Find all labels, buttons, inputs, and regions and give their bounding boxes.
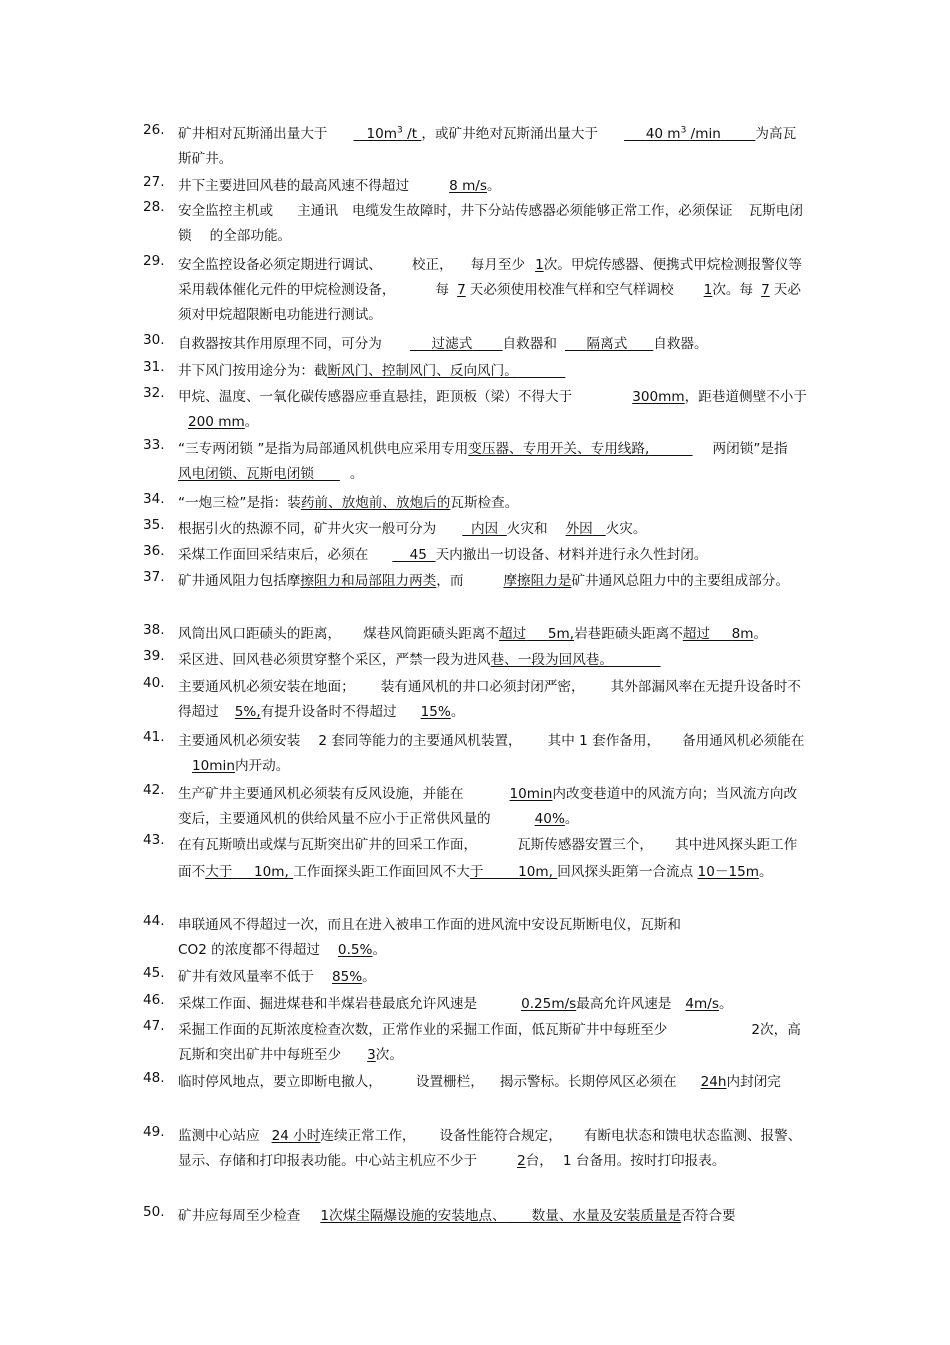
question-text: 次，高瓦斯和突出矿井中每班至少 bbox=[178, 1022, 801, 1063]
question-text: 主要通风机必须安装 bbox=[178, 733, 301, 749]
question-27 bbox=[143, 174, 808, 199]
question-text: 自救器。 bbox=[653, 336, 708, 352]
question-text: 连续正常工作， bbox=[320, 1128, 416, 1144]
question-number: 41. bbox=[143, 729, 165, 745]
answer-blank: 10－15m bbox=[697, 864, 759, 880]
question-number: 49. bbox=[143, 1124, 165, 1140]
question-text: 有断电状态和馈电状态监测、报警、显示、存储和打印报表功能。中心站主机应不少于 bbox=[178, 1128, 802, 1169]
question-38 bbox=[143, 622, 808, 647]
question-text: 次。 bbox=[375, 1047, 403, 1063]
question-text: 电缆发生故障时，井下分站传感器必须能够正常工作，必须保证 bbox=[351, 203, 733, 219]
question-number: 29. bbox=[143, 253, 165, 269]
answer-blank: $10m^3$ /t bbox=[366, 125, 418, 142]
question-text: 生产矿井主要通风机必须装有反风设施，并能在 bbox=[178, 786, 464, 802]
question-text: 。 bbox=[718, 996, 733, 1012]
answer-blank: 内因 bbox=[470, 521, 499, 537]
answer-blank: 1 bbox=[535, 257, 544, 273]
superscript: 3 bbox=[680, 125, 687, 136]
question-text: “三专两闭锁 ”是指为局部通风机供电应采用专用 bbox=[178, 441, 469, 457]
superscript: 3 bbox=[397, 125, 403, 136]
question-text: 的全部功能。 bbox=[209, 228, 292, 244]
question-number: 44. bbox=[143, 913, 165, 929]
question-text: 井下主要进回风巷的最高风速不得超过 bbox=[178, 178, 410, 194]
question-text: 台， bbox=[525, 1153, 553, 1169]
answer-blank: 10min bbox=[509, 786, 553, 802]
question-text: 风筒出风口距碛头的距离， bbox=[178, 626, 342, 642]
answer-blank: 药前、放炮前、放炮后的 bbox=[300, 495, 451, 511]
question-text: 设备性能符合规定， bbox=[439, 1128, 562, 1144]
answer-blank: 40 $m^3$ /min bbox=[645, 125, 721, 142]
question-text: 为高瓦斯矿井。 bbox=[178, 126, 797, 167]
question-text: 次。每 bbox=[712, 282, 754, 298]
question-text: 2 套同等能力的主要通风机装置， bbox=[318, 733, 522, 749]
question-text: ，距巷道侧壁不小于 bbox=[684, 389, 807, 405]
answer-blank: 40% bbox=[534, 811, 565, 827]
answer-blank: 数量、水量及安装质量是 bbox=[531, 1208, 682, 1224]
question-text: 矿井相对瓦斯涌出量大于 bbox=[178, 126, 328, 142]
question-text: 主要通风机必须安装在地面； bbox=[178, 679, 355, 695]
question-text: 安全监控设备必须定期进行调试、 bbox=[178, 257, 382, 273]
question-number: 27. bbox=[143, 174, 165, 190]
question-text: 最高允许风速是 bbox=[576, 996, 672, 1012]
question-36 bbox=[143, 543, 808, 568]
question-text: 备用通风机必须能在 bbox=[682, 733, 805, 749]
question-text: 矿井通风阻力包括摩 bbox=[178, 573, 301, 589]
question-text: 设置栅栏， bbox=[415, 1074, 484, 1090]
question-text: 矿井有效风量率不低于 bbox=[178, 969, 314, 985]
question-text: 。 bbox=[564, 811, 579, 827]
question-number: 47. bbox=[143, 1018, 165, 1034]
answer-blank: 断风门、控制风门、反向风门。 bbox=[327, 363, 518, 379]
question-text: 次。甲烷传感器、便携式甲烷检测报警仪等采用载体催化元件的甲烷检测设备， bbox=[178, 257, 802, 298]
question-number: 45. bbox=[143, 965, 165, 981]
answer-text: 瓦斯电闭锁 bbox=[178, 203, 803, 244]
question-text: ，而 bbox=[436, 573, 464, 589]
question-number: 35. bbox=[143, 517, 165, 533]
question-text: CO2 的浓度都不得超过 bbox=[178, 942, 320, 958]
question-number: 40. bbox=[143, 675, 165, 691]
question-35 bbox=[143, 517, 808, 542]
question-text: 采煤工作面、掘进煤巷和半煤岩巷最底允许风速是 bbox=[178, 996, 478, 1012]
question-number: 48. bbox=[143, 1070, 165, 1086]
question-text: 。 bbox=[486, 178, 501, 194]
question-text: 揭示警标。长期停风区必须在 bbox=[499, 1074, 677, 1090]
answer-blank: 过滤式 bbox=[431, 336, 473, 352]
question-text: 有提升设备时不得超过 bbox=[260, 704, 397, 720]
answer-blank: 10min bbox=[192, 758, 235, 774]
question-text: 岩巷距碛头距离不 bbox=[574, 626, 683, 642]
question-43 bbox=[143, 832, 808, 886]
question-number: 30. bbox=[143, 332, 165, 348]
question-text: 内改变巷道中的风流方向；当风流方向改变后，主要通风机的供给风量不应小于正常供风量的 bbox=[178, 786, 798, 827]
answer-blank: 7 bbox=[761, 282, 770, 298]
question-text: 其外部漏风率在无提升设备时不得超过 bbox=[178, 679, 801, 720]
question-48 bbox=[143, 1070, 808, 1095]
answer-blank: 3 bbox=[367, 1047, 376, 1063]
question-text: 。 bbox=[758, 864, 773, 880]
question-text: 校正， bbox=[411, 257, 453, 273]
question-text: 矿井通风总阻力中的主要组成部分。 bbox=[571, 573, 789, 589]
question-text: 1 台备用。按时打印报表。 bbox=[562, 1153, 726, 1169]
question-text: 监测中心站应 bbox=[178, 1128, 260, 1144]
question-44 bbox=[143, 913, 808, 963]
question-text: ，或矿井绝对瓦斯涌出量大于 bbox=[421, 126, 599, 142]
question-text: 天必须对甲烷超限断电功能进行测试。 bbox=[178, 282, 801, 323]
question-number: 34. bbox=[143, 491, 165, 507]
answer-blank: 大于 10m, bbox=[205, 864, 289, 880]
answer-blank: 于 10m, bbox=[469, 864, 553, 880]
question-text: 两闭锁”是指 bbox=[712, 441, 788, 457]
question-text: 临时停风地点，要立即断电撤人， bbox=[178, 1074, 382, 1090]
question-28 bbox=[143, 199, 808, 249]
question-text: 工作面探头距工作面回风不大 bbox=[293, 864, 470, 880]
question-text: 自救器按其作用原理不同，可分为 bbox=[178, 336, 382, 352]
question-number: 32. bbox=[143, 385, 165, 401]
question-text: 根据引火的热源不同，矿井火灾一般可分为 bbox=[178, 521, 437, 537]
answer-blank: 4m/s bbox=[685, 996, 719, 1012]
question-text: 采掘工作面的瓦斯浓度检查次数，正常作业的采掘工作面，低瓦斯矿井中每班至少 bbox=[178, 1022, 668, 1038]
question-40 bbox=[143, 675, 808, 725]
question-number: 33. bbox=[143, 437, 165, 453]
question-number: 50. bbox=[143, 1204, 165, 1220]
question-number: 43. bbox=[143, 832, 165, 848]
answer-blank: 外因 bbox=[565, 521, 593, 537]
question-text: 瓦斯传感器安置三个， bbox=[517, 837, 653, 853]
question-45 bbox=[143, 965, 808, 990]
question-text: 天必须使用校准气样和空气样调校 bbox=[469, 282, 674, 298]
question-text: 。 bbox=[372, 942, 387, 958]
answer-blank: 45 bbox=[409, 547, 427, 563]
question-text: 煤巷风筒距碛头距离不 bbox=[363, 626, 500, 642]
answer-blank: 24 小时 bbox=[271, 1128, 321, 1144]
question-text: 天内撤出一切设备、材料并进行永久性封闭。 bbox=[435, 547, 708, 563]
question-26 bbox=[143, 122, 808, 172]
question-text: 内封闭完 bbox=[726, 1074, 781, 1090]
question-text: 火灾和 bbox=[506, 521, 548, 537]
answer-blank: 200 mm bbox=[188, 414, 245, 430]
question-31 bbox=[143, 359, 808, 384]
question-text: 回风探头距第一合流点 bbox=[557, 864, 694, 880]
answer-blank: 次煤尘隔爆设施的安装地点、 bbox=[329, 1208, 506, 1224]
question-41 bbox=[143, 729, 808, 779]
question-text: 否符合要 bbox=[681, 1208, 736, 1224]
question-text: 安全监控主机或 bbox=[178, 203, 274, 219]
question-number: 26. bbox=[143, 122, 165, 138]
answer-blank: 超过 8m bbox=[682, 626, 754, 642]
question-text: “一炮三检”是指：装 bbox=[178, 495, 301, 511]
question-39 bbox=[143, 648, 808, 673]
question-text: 为回风巷。 bbox=[545, 652, 613, 668]
question-text: 在有瓦斯喷出或煤与瓦斯突出矿井的回采工作面， bbox=[178, 837, 478, 853]
answer-blank: 风电闭锁、瓦斯电闭锁 bbox=[178, 466, 314, 482]
answer-blank: 变压器、专用开关、专用线路, bbox=[468, 441, 650, 457]
question-37 bbox=[143, 569, 808, 594]
answer-blank: 超过 5m, bbox=[499, 626, 575, 642]
question-50 bbox=[143, 1204, 808, 1229]
question-text: 内开动。 bbox=[234, 758, 290, 774]
answer-blank: 7 bbox=[457, 282, 466, 298]
answer-blank: 擦阻力和局部阻力两类 bbox=[300, 573, 437, 589]
answer-blank: 300mm bbox=[632, 389, 685, 405]
answer-blank: 8 m/s bbox=[449, 178, 487, 194]
question-text: 。 bbox=[244, 414, 259, 430]
answer-text: 2 bbox=[751, 1022, 761, 1038]
answer-blank: 1 bbox=[320, 1208, 329, 1224]
question-text: 井下风门按用途分为：截 bbox=[178, 363, 328, 379]
question-30 bbox=[143, 332, 808, 357]
question-text: 。 bbox=[362, 969, 376, 985]
question-34 bbox=[143, 491, 808, 516]
question-text: 。 bbox=[753, 626, 768, 642]
question-text: 其中 1 套作备用， bbox=[547, 733, 661, 749]
question-text: 其中进风探头距工作面不 bbox=[178, 837, 798, 880]
question-text: 串联通风不得超过一次，而且在进入被串工作面的进风流中安设瓦斯断电仪，瓦斯和 bbox=[178, 917, 681, 933]
answer-blank: 2 bbox=[517, 1153, 526, 1169]
question-number: 46. bbox=[143, 992, 165, 1008]
question-number: 38. bbox=[143, 622, 165, 638]
question-text: 火灾。 bbox=[605, 521, 647, 537]
question-text: 装有通风机的井口必须封闭严密， bbox=[380, 679, 585, 695]
question-49 bbox=[143, 1124, 808, 1174]
question-text: 矿井应每周至少检查 bbox=[178, 1208, 301, 1224]
question-text: 。 bbox=[450, 704, 465, 720]
answer-blank: 1 bbox=[703, 282, 713, 298]
question-text: 采煤工作面回采结束后，必须在 bbox=[178, 547, 369, 563]
answer-blank: 85% bbox=[331, 969, 363, 985]
question-text: 甲烷、温度、一氧化碳传感器应垂直悬挂，距顶板（梁）不得大于 bbox=[178, 389, 573, 405]
question-text: 每月至少 bbox=[470, 257, 526, 273]
question-text: 采区进、回风巷必须贯穿整个采区，严禁一段为进风 bbox=[178, 652, 491, 668]
question-47 bbox=[143, 1018, 808, 1068]
question-29 bbox=[143, 253, 808, 328]
answer-blank: 隔离式 bbox=[586, 336, 628, 352]
question-number: 28. bbox=[143, 199, 165, 215]
question-number: 36. bbox=[143, 543, 165, 559]
question-number: 39. bbox=[143, 648, 165, 664]
question-text: 主通讯 bbox=[297, 203, 338, 219]
question-42 bbox=[143, 782, 808, 832]
question-text: 每 bbox=[435, 282, 450, 298]
answer-blank: 0.25m/s bbox=[521, 996, 577, 1012]
question-number: 42. bbox=[143, 782, 165, 798]
question-text: 。 bbox=[349, 466, 364, 482]
question-32 bbox=[143, 385, 808, 435]
answer-blank: 巷、一段 bbox=[490, 652, 546, 668]
answer-blank: 0.5% bbox=[337, 942, 373, 958]
question-46 bbox=[143, 992, 808, 1017]
question-33 bbox=[143, 437, 808, 487]
answer-blank: 5%, bbox=[234, 704, 261, 720]
answer-blank: 24h bbox=[700, 1074, 727, 1090]
answer-blank: 摩擦阻力是 bbox=[503, 573, 572, 589]
question-number: 31. bbox=[143, 359, 165, 375]
question-number: 37. bbox=[143, 569, 165, 585]
question-text: 自救器和 bbox=[502, 336, 557, 352]
question-text: 瓦斯检查。 bbox=[450, 495, 519, 511]
answer-blank: 15% bbox=[420, 704, 451, 720]
